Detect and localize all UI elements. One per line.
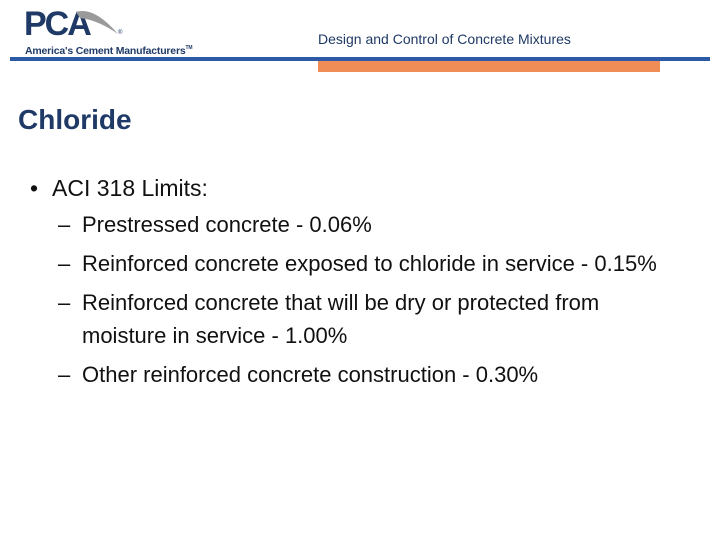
sub-bullet-list: [58, 208, 690, 391]
slide-title: Chloride: [18, 104, 132, 135]
bullet-item: [30, 170, 690, 206]
bullet-marker: •: [30, 175, 39, 201]
sub-bullet-text: Prestressed concrete - 0.06%: [82, 212, 372, 237]
bullet-text: ACI 318 Limits:: [52, 175, 208, 201]
logo-trademark: TM: [185, 45, 193, 51]
sub-bullet-marker: –: [58, 251, 71, 276]
pca-logo-mark: [24, 4, 134, 44]
sub-bullet-text: Reinforced concrete that will be dry or protected from moisture in service - 1.00%: [82, 290, 600, 348]
pca-logo: [24, 4, 194, 56]
sub-bullet-marker: –: [58, 212, 71, 237]
sub-bullet-marker: –: [58, 362, 71, 387]
logo-letters: PCA: [24, 5, 90, 43]
logo-registered-mark: ®: [118, 30, 123, 36]
sub-bullet-item: [58, 247, 690, 280]
sub-bullet-text: Reinforced concrete exposed to chloride in service - 0.15%: [82, 251, 657, 276]
header-orange-rule: [318, 61, 660, 72]
sub-bullet-item: [58, 208, 690, 241]
logo-tagline-text: America's Cement Manufacturers: [25, 45, 186, 57]
bullet-list: [30, 170, 690, 397]
header-title: Design and Control of Concrete Mixtures: [318, 31, 571, 47]
sub-bullet-marker: –: [58, 290, 71, 315]
sub-bullet-item: [58, 286, 690, 352]
logo-tagline: [25, 45, 192, 57]
sub-bullet-item: [58, 358, 690, 391]
sub-bullet-text: Other reinforced concrete construction - 0.30%: [82, 362, 539, 387]
